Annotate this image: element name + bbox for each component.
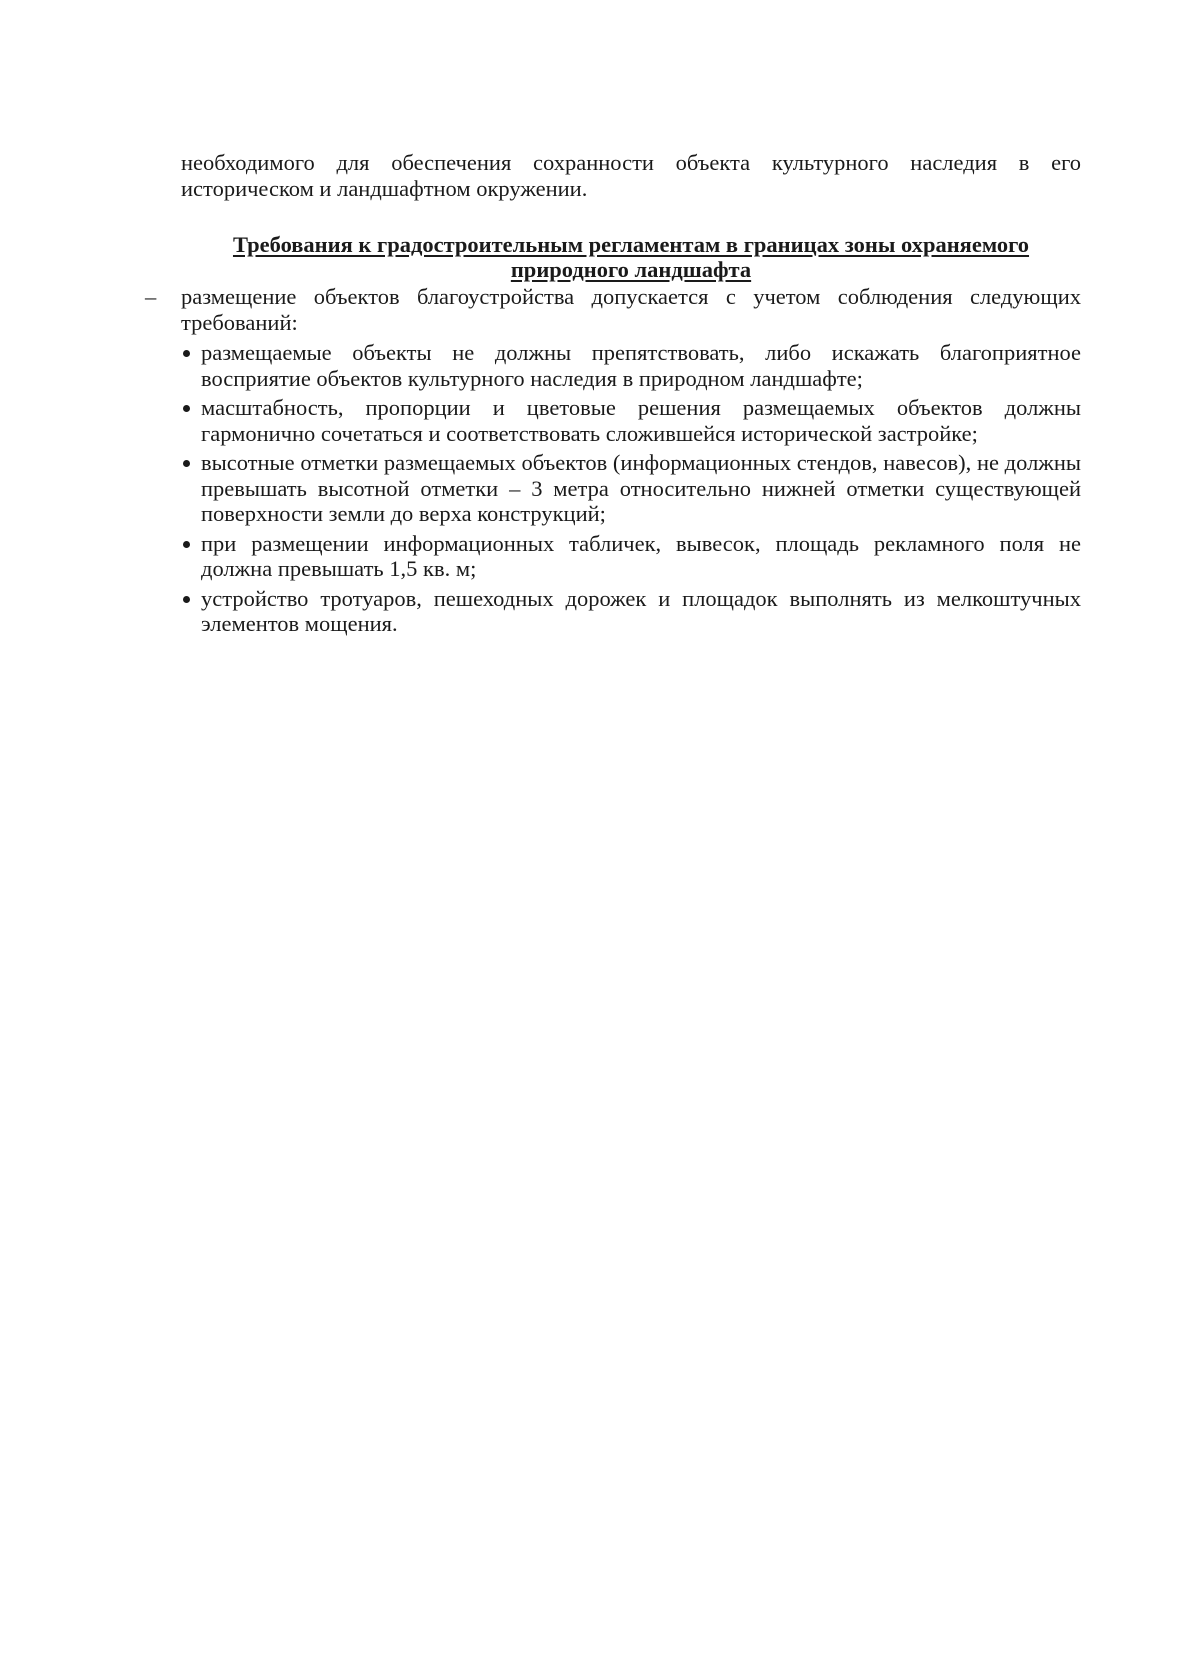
bullet-item [181,340,1081,391]
bullet-dot-icon [183,596,190,603]
bullet-dot-icon [183,350,190,357]
bullet-text: масштабность, пропорции и цветовые решения размещаемых объектов должны гармонично сочетаться и соответствовать сложившейся исторической застройке; [201,395,1081,446]
section-heading: Требования к градостроительным регламентам в границах зоны охраняемого природного ландшафта [232,232,1030,282]
dash-list-item: размещение объектов благоустройства допускается с учетом соблюдения следующих требований: [181,284,1081,335]
bullet-item [181,586,1081,637]
bullet-dot-icon [183,460,190,467]
bullet-text: высотные отметки размещаемых объектов (информационных стендов, навесов), не должны превышать высотной отметки – 3 метра относительно нижней отметки существующей поверхности земли до верха конструкций; [201,450,1081,526]
bullet-text: размещаемые объекты не должны препятствовать, либо искажать благоприятное восприятие объектов культурного наследия в природном ландшафте; [201,340,1081,391]
bullet-dot-icon [183,541,190,548]
intro-paragraph: необходимого для обеспечения сохранности объекта культурного наследия в его историческом и ландшафтном окружении. [181,150,1081,201]
bullet-item [181,531,1081,582]
bullet-dot-icon [183,405,190,412]
dash-bullet-icon: – [145,284,157,309]
bullet-text: устройство тротуаров, пешеходных дорожек и площадок выполнять из мелкоштучных элементов мощения. [201,585,1081,636]
bullet-text: при размещении информационных табличек, вывесок, площадь рекламного поля не должна превышать 1,5 кв. м; [201,530,1081,581]
bullet-item [181,395,1081,446]
bullet-item [181,450,1081,527]
bullet-list [181,340,1081,641]
